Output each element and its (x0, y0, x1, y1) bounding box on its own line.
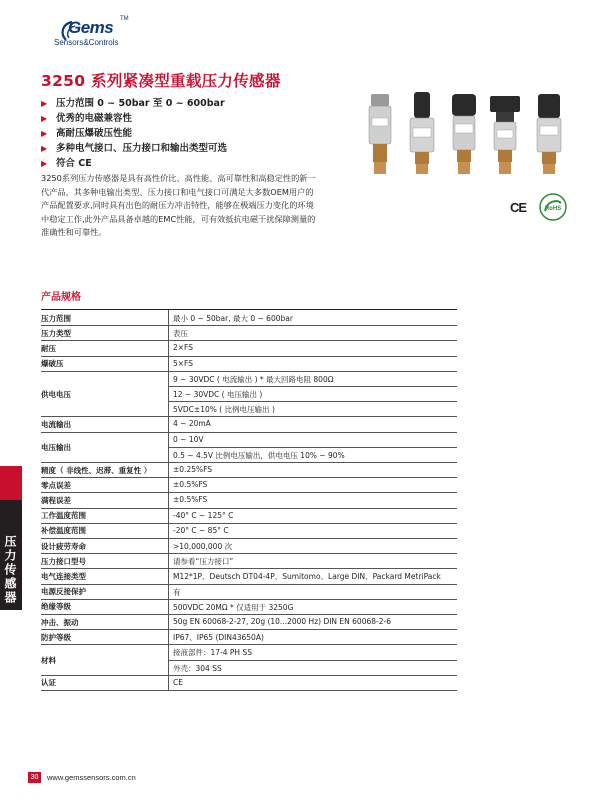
spec-key: 补偿温度范围 (41, 526, 86, 536)
spec-divider (168, 462, 169, 477)
spec-row (41, 675, 457, 691)
footer-url[interactable]: www.gemssensors.com.cn (47, 773, 136, 782)
feature-item: ▶ 压力范围 0 ~ 50bar 至 0 ~ 600bar (41, 98, 225, 109)
spec-key: 冲击、振动 (41, 617, 79, 627)
spec-key: 认证 (41, 678, 56, 688)
spec-row (41, 644, 457, 675)
spec-value: ±0.25%FS (173, 465, 213, 474)
product-photos (364, 90, 576, 180)
spec-value: M12*1P、Deutsch DT04-4P、Sumitomo、Large DIN、Packard MetriPack (173, 572, 441, 582)
spec-value: ±0.5%FS (173, 495, 208, 505)
spec-divider (168, 523, 169, 538)
spec-divider (168, 310, 169, 325)
spec-key: 设计疲劳寿命 (41, 541, 86, 551)
logo-wordmark: Gems (68, 18, 114, 37)
spec-row (41, 371, 457, 418)
spec-divider (168, 553, 169, 568)
spec-value: 有 (173, 587, 181, 597)
sensor-image (410, 92, 434, 174)
spec-row (41, 432, 457, 463)
spec-row (41, 538, 457, 554)
spec-key: 压力类型 (41, 328, 71, 338)
product-description: 3250系列压力传感器是具有高性价比、高性能、高可靠性和高稳定性的新一 代产品，其多种电输出类型、压力接口和电气接口可满足大多数OEM用户的 产品配置要求,同时具有出色的耐压力冲击特性，能够在极端压力变化的环境 中稳定工作,此外产品具备卓越的EMC性能，可有效抵抗电磁干扰保障测量的 准确性和可靠性。 (41, 173, 316, 238)
spec-divider (168, 492, 169, 507)
triangle-bullet-icon: ▶ (41, 114, 48, 123)
spec-value: ±0.5%FS (173, 480, 208, 490)
spec-value: IP67、IP65 (DIN43650A) (173, 633, 264, 643)
sidebar-label: 压力传感器 (3, 535, 17, 605)
spec-divider (168, 599, 169, 614)
spec-key: 精度（ 非线性、迟滞、重复性 ） (41, 465, 152, 475)
page-title: 3250 系列紧凑型重载压力传感器 (41, 72, 281, 90)
rohs-badge (539, 193, 567, 221)
feature-item: ▶ 多种电气接口、压力接口和输出类型可选 (41, 143, 228, 154)
spec-row (41, 523, 457, 539)
spec-key: 电流输出 (41, 419, 71, 429)
spec-subrule (168, 386, 457, 387)
spec-value: 9 ~ 30VDC ( 电流输出 ) * 最大回路电阻 800Ω (173, 374, 334, 384)
spec-row (41, 614, 457, 630)
page-number: 30 (28, 772, 41, 783)
spec-value: -20° C ~ 85° C (173, 525, 229, 535)
spec-value: 外壳：304 SS (173, 663, 222, 673)
spec-key: 工作温度范围 (41, 511, 86, 521)
spec-value: 5VDC±10% ( 比例电压输出 ) (173, 405, 275, 415)
spec-row (41, 599, 457, 615)
spec-row (41, 584, 457, 600)
logo-trademark: TM (120, 16, 129, 22)
spec-divider (168, 508, 169, 523)
feature-item: ▶ 优秀的电磁兼容性 (41, 113, 133, 124)
spec-row (41, 416, 457, 432)
spec-divider (168, 477, 169, 492)
spec-divider (168, 568, 169, 583)
spec-value: 表压 (173, 329, 188, 339)
spec-subrule (168, 447, 457, 448)
spec-row (41, 508, 457, 524)
spec-divider (168, 538, 169, 553)
feature-item: ▶ 符合 CE (41, 158, 92, 169)
sensor-image (452, 94, 476, 174)
spec-value: -40° C ~ 125° C (173, 510, 234, 520)
sensor-image (537, 94, 561, 174)
ce-mark: CE (510, 200, 527, 215)
sensor-image (490, 96, 520, 174)
spec-value: 12 ~ 30VDC ( 电压输出 ) (173, 389, 263, 399)
spec-key: 零点误差 (41, 480, 71, 490)
spec-value: CE (173, 677, 183, 687)
spec-subrule (168, 401, 457, 402)
spec-key: 绝缘等级 (41, 602, 71, 612)
spec-divider (168, 340, 169, 355)
triangle-bullet-icon: ▶ (41, 159, 48, 168)
spec-key: 电气连接类型 (41, 571, 86, 581)
spec-subrule (168, 660, 457, 661)
spec-key: 电压输出 (41, 442, 71, 452)
spec-divider (168, 629, 169, 644)
spec-value: 请参看“压力接口” (173, 557, 234, 567)
logo-tagline: Sensors&Controls (54, 38, 119, 47)
gems-logo (54, 16, 134, 56)
spec-divider (168, 416, 169, 431)
spec-divider (168, 356, 169, 371)
rohs-label: RoHS (544, 206, 562, 212)
spec-key: 压力接口型号 (41, 556, 86, 566)
spec-value: 4 ~ 20mA (173, 419, 211, 429)
spec-divider (168, 584, 169, 599)
spec-value: 接液部件：17-4 PH SS (173, 648, 252, 658)
spec-key: 材料 (41, 655, 56, 665)
spec-heading: 产品规格 (41, 292, 81, 303)
spec-value: 500VDC 20MΩ * 仅适用于 3250G (173, 602, 294, 612)
spec-value: >10,000,000 次 (173, 542, 233, 551)
triangle-bullet-icon: ▶ (41, 129, 48, 138)
spec-value: 2×FS (173, 343, 193, 353)
spec-value: 50g EN 60068-2-27, 20g (10...2000 Hz) DIN EN 60068-2-6 (173, 617, 391, 626)
spec-key: 压力范围 (41, 313, 71, 323)
spec-row (41, 492, 457, 508)
spec-row (41, 356, 457, 372)
spec-key: 防护等级 (41, 632, 71, 642)
spec-value: 5×FS (173, 358, 193, 368)
spec-row (41, 477, 457, 493)
sensor-image (369, 94, 391, 174)
spec-divider (168, 675, 169, 690)
spec-row (41, 462, 457, 478)
feature-list (41, 96, 227, 171)
feature-item: ▶ 高耐压爆破压性能 (41, 128, 133, 139)
triangle-bullet-icon: ▶ (41, 99, 48, 108)
spec-divider (168, 614, 169, 629)
spec-row (41, 325, 457, 341)
spec-key: 电源反接保护 (41, 587, 86, 597)
spec-key: 爆破压 (41, 359, 64, 369)
spec-value: 0.5 ~ 4.5V 比例电压输出，供电电压 10% ~ 90% (173, 450, 345, 460)
spec-key: 供电电压 (41, 389, 71, 399)
spec-divider (168, 371, 169, 417)
spec-row (41, 553, 457, 569)
spec-value: 0 ~ 10V (173, 434, 204, 444)
triangle-bullet-icon: ▶ (41, 144, 48, 153)
spec-row (41, 629, 457, 645)
spec-row (41, 568, 457, 584)
spec-row (41, 340, 457, 356)
spec-key: 耐压 (41, 343, 56, 353)
spec-divider (168, 325, 169, 340)
spec-value: 最小 0 ~ 50bar, 最大 0 ~ 600bar (173, 314, 293, 323)
spec-key: 满程误差 (41, 495, 71, 505)
spec-row (41, 310, 457, 326)
